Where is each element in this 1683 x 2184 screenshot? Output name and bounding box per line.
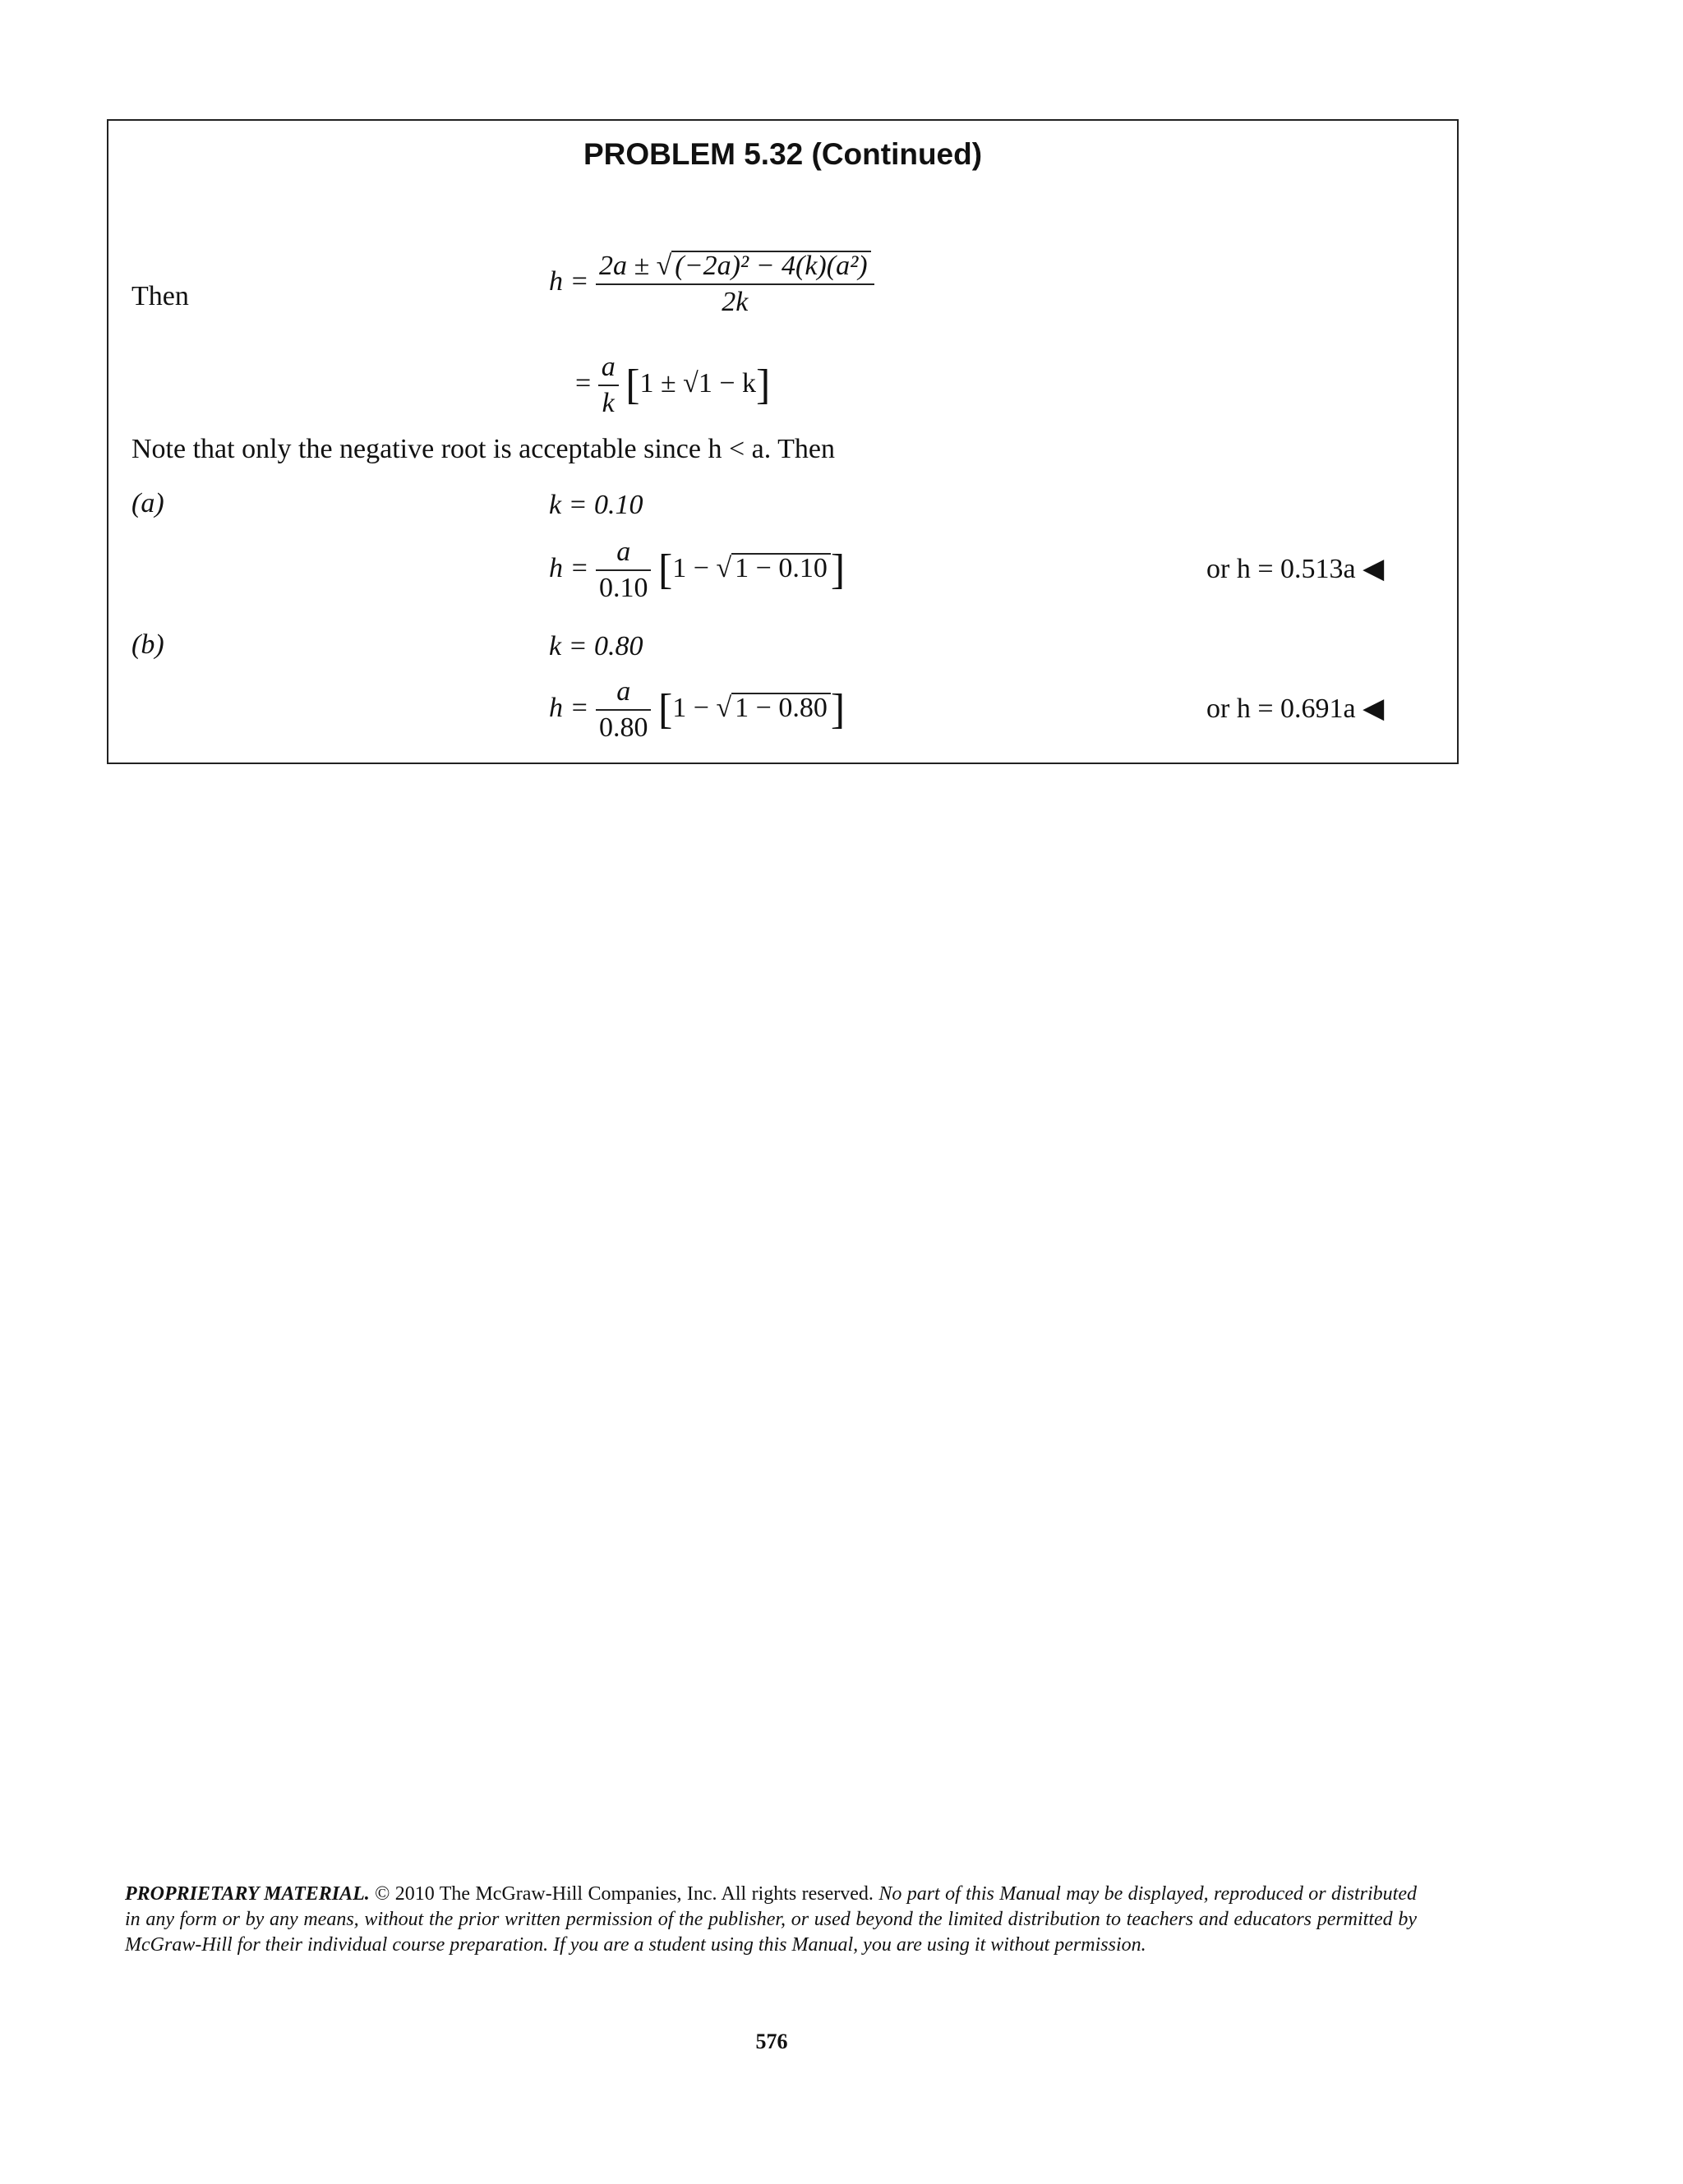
eq2-bracket-content: 1 ± √1 − k bbox=[639, 367, 757, 399]
part-a-numerator: a bbox=[596, 538, 652, 571]
eq1-lhs: h = bbox=[549, 265, 589, 297]
part-a-equation: h = $\frac{a}{0.10}$ [1 − √ 1 − 0.10] bbox=[549, 537, 846, 603]
part-b-bracket-open: 1 − bbox=[672, 692, 717, 723]
part-a-bracket-open: 1 − bbox=[672, 552, 717, 583]
eq1-denominator: 2k bbox=[722, 287, 749, 317]
eq1-sqrt: √ (−2a)² − 4(k)(a²) bbox=[657, 251, 871, 280]
equation-simplified: = $\frac{a}{k}$ [1 ± √1 − k] bbox=[575, 352, 771, 418]
eq2-fraction bbox=[598, 353, 619, 417]
page-number: 576 bbox=[755, 2030, 788, 2053]
eq1-num-prefix: 2a ± bbox=[598, 251, 657, 281]
footer-lead: PROPRIETARY MATERIAL. bbox=[125, 1883, 370, 1905]
copyright-footer bbox=[125, 1882, 1417, 1958]
eq1-numerator bbox=[596, 251, 874, 285]
part-b-label: (b) bbox=[131, 629, 164, 660]
footer-notice: No part of this Manual may be displayed, reproduced or distributed in any form or by any means, without the prior written permission of the publisher, or used beyond the limited distribution to teachers and educators permitted by McGraw-Hill for their individual course preparation. If you are a student using this Manual, you are using it without permission. bbox=[125, 1883, 1417, 1956]
footer-copyright: © 2010 The McGraw-Hill Companies, Inc. All rights reserved. bbox=[369, 1883, 879, 1905]
problem-title: PROBLEM 5.32 (Continued) bbox=[583, 137, 983, 171]
part-b-k-value: k = 0.80 bbox=[549, 631, 643, 661]
left-triangle-icon: ◀ bbox=[1363, 693, 1385, 724]
note-text: Note that only the negative root is acceptable since h < a. Then bbox=[131, 434, 835, 464]
eq2-denominator: k bbox=[602, 388, 615, 418]
eq2-numerator: a bbox=[598, 353, 619, 386]
equation-quadratic bbox=[549, 251, 874, 316]
part-b-answer bbox=[1206, 692, 1384, 725]
part-a-k-value: k = 0.10 bbox=[549, 490, 643, 520]
eq1-fraction bbox=[596, 251, 874, 316]
eq2-equals: = bbox=[575, 367, 592, 399]
part-a-sqrt: √ 1 − 0.10 bbox=[716, 553, 830, 583]
part-b-denominator: 0.80 bbox=[598, 712, 648, 743]
part-a-h-lhs: h = bbox=[549, 552, 589, 583]
part-b-answer-text: or h = 0.691a bbox=[1206, 693, 1356, 724]
left-triangle-icon: ◀ bbox=[1363, 554, 1385, 584]
part-a-fraction bbox=[596, 538, 652, 602]
part-a-answer bbox=[1206, 552, 1384, 585]
part-a-radicand: 1 − 0.10 bbox=[731, 553, 831, 583]
part-b-numerator: a bbox=[596, 678, 652, 711]
eq1-radicand: (−2a)² − 4(k)(a²) bbox=[671, 251, 870, 280]
part-a-answer-text: or h = 0.513a bbox=[1206, 554, 1356, 584]
part-a-denominator: 0.10 bbox=[598, 573, 648, 603]
part-b-fraction bbox=[596, 678, 652, 742]
part-b-h-lhs: h = bbox=[549, 692, 589, 723]
then-label: Then bbox=[131, 281, 189, 311]
part-b-equation: h = $\frac{a}{0.80}$ [1 − √ 1 − 0.80] bbox=[549, 676, 846, 743]
part-b-sqrt: √ 1 − 0.80 bbox=[716, 693, 830, 722]
part-a-label: (a) bbox=[131, 488, 164, 518]
part-b-radicand: 1 − 0.80 bbox=[731, 693, 831, 722]
